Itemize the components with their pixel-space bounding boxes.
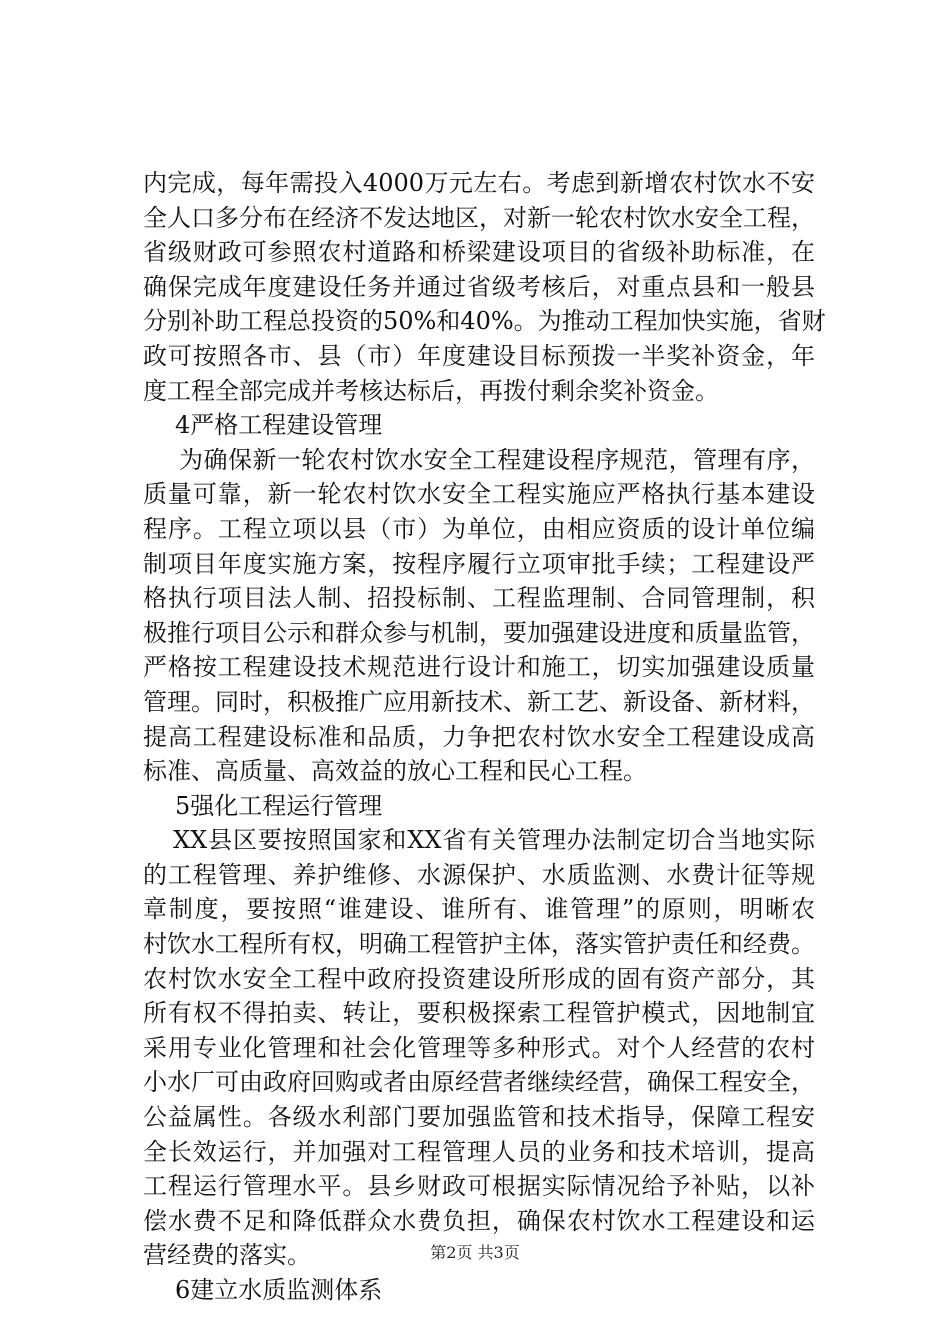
paragraph-line: 所有权不得拍卖、转让，要积极探索工程管护模式，因地制宜	[143, 999, 815, 1028]
paragraph-line: 政可按照各市、县（市）年度建设目标预拨一半奖补资金，年	[143, 341, 815, 370]
paragraph-line: 管理。同时，积极推广应用新技术、新工艺、新设备、新材料，	[143, 687, 815, 716]
paragraph-line: 的工程管理、养护维修、水源保护、水质监测、水费计征等规	[143, 860, 815, 889]
paragraph-line: 章制度，要按照“谁建设、谁所有、谁管理”的原则，明晰农	[143, 895, 815, 924]
paragraph-line: 偿水费不足和降低群众水费负担，确保农村饮水工程建设和运	[143, 1206, 815, 1235]
paragraph-line: 确保完成年度建设任务并通过省级考核后，对重点县和一般县	[143, 272, 815, 301]
paragraph-line: 公益属性。各级水利部门要加强监管和技术指导，保障工程安	[143, 1103, 815, 1132]
paragraph-line: 质量可靠，新一轮农村饮水安全工程实施应严格执行基本建设	[143, 480, 815, 509]
paragraph-line: 为确保新一轮农村饮水安全工程建设程序规范，管理有序，	[179, 445, 815, 474]
paragraph-line: 提高工程建设标准和品质，力争把农村饮水安全工程建设成高	[143, 722, 815, 751]
document-body	[143, 166, 826, 1308]
paragraph-line: 程序。工程立项以县（市）为单位，由相应资质的设计单位编	[143, 514, 815, 543]
paragraph-line: 农村饮水安全工程中政府投资建设所形成的固有资产部分，其	[143, 964, 815, 993]
paragraph-line: 格执行项目法人制、招投标制、工程监理制、合同管理制，积	[143, 584, 815, 613]
paragraph-line: 极推行项目公示和群众参与机制，要加强建设进度和质量监管，	[143, 618, 815, 647]
paragraph-line: 工程运行管理水平。县乡财政可根据实际情况给予补贴，以补	[143, 1172, 815, 1201]
paragraph-line: 度工程全部完成并考核达标后，再拨付剩余奖补资金。	[143, 376, 719, 405]
paragraph-line: 小水厂可由政府回购或者由原经营者继续经营，确保工程安全，	[143, 1068, 815, 1097]
page-footer	[0, 1241, 950, 1265]
paragraph-line: 村饮水工程所有权，明确工程管护主体，落实管护责任和经费。	[143, 930, 815, 959]
paragraph-line: 营经费的落实。	[143, 1241, 311, 1270]
paragraph-line: 省级财政可参照农村道路和桥梁建设项目的省级补助标准，在	[143, 238, 815, 267]
paragraph-line: 全人口多分布在经济不发达地区，对新一轮农村饮水安全工程，	[143, 203, 815, 232]
section-heading-4: 4严格工程建设管理	[175, 411, 383, 440]
paragraph-line: 采用专业化管理和社会化管理等多种形式。对个人经营的农村	[143, 1033, 815, 1062]
paragraph-line: 内完成，每年需投入4000万元左右。考虑到新增农村饮水不安	[143, 169, 815, 197]
paragraph-line: 全长效运行，并加强对工程管理人员的业务和技术培训，提高	[143, 1137, 815, 1166]
page-number-label: 第2页 共3页	[430, 1243, 520, 1262]
paragraph-line: XX县区要按照国家和XX省有关管理办法制定切合当地实际	[173, 826, 815, 855]
section-heading-5: 5强化工程运行管理	[175, 791, 383, 820]
paragraph-line: 分别补助工程总投资的50%和40%。为推动工程加快实施，省财	[143, 307, 826, 336]
section-heading-6: 6建立水质监测体系	[175, 1276, 383, 1304]
paragraph-line: 制项目年度实施方案，按程序履行立项审批手续；工程建设严	[143, 549, 815, 578]
paragraph-line: 标准、高质量、高效益的放心工程和民心工程。	[143, 757, 647, 786]
paragraph-line: 严格按工程建设技术规范进行设计和施工，切实加强建设质量	[143, 653, 815, 682]
